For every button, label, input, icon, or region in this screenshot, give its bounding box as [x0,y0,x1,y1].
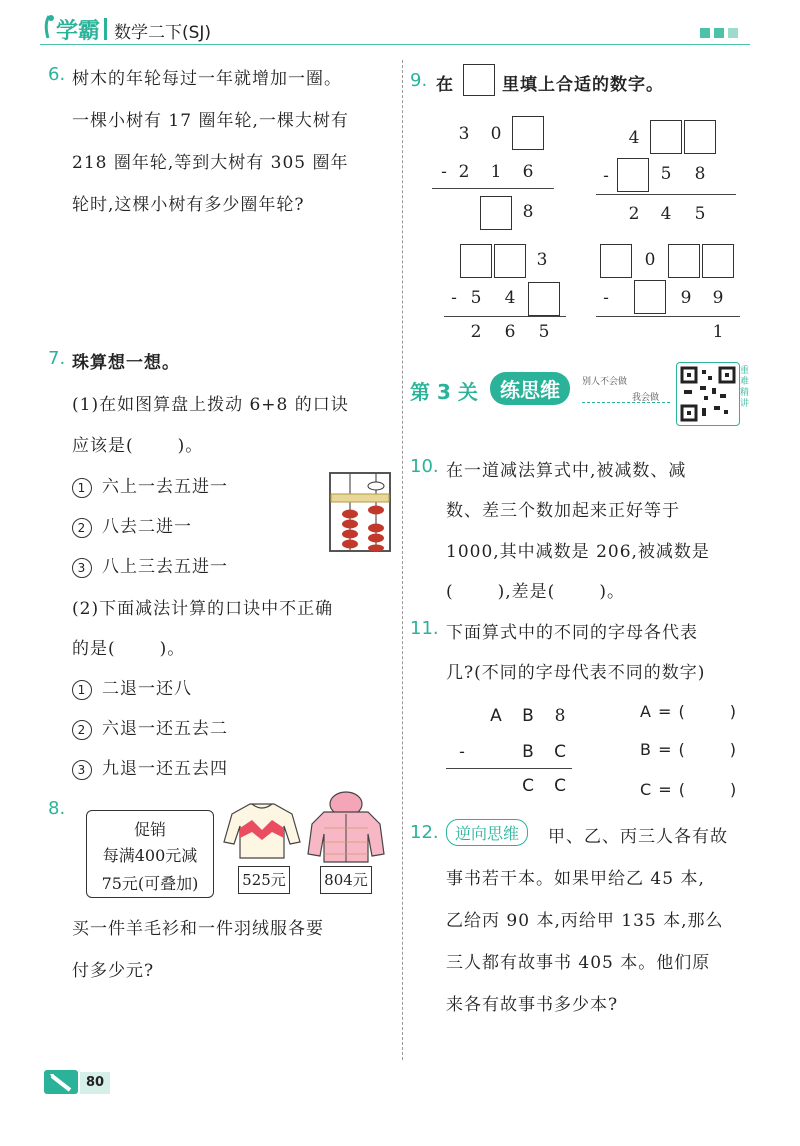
q8-question-line-1: 买一件羊毛衫和一件羽绒服各要 [72,919,324,939]
q9c-digit: 2 [470,322,482,342]
q9-title-b: 里填上合适的数字。 [502,75,664,95]
q10-line-3: 1000,其中减数是 206,被减数是 [446,542,710,562]
q9c-box[interactable] [494,244,526,278]
q9c-digit: 5 [470,288,482,308]
subject-title: 数学二下(SJ) [114,23,212,43]
promo-box [86,810,214,898]
q9d-digit: 9 [712,288,724,308]
q12-line-3: 乙给丙 90 本,丙给甲 135 本,那么 [446,911,724,931]
q9b-digit: 5 [660,164,672,184]
q9b-digit: 8 [694,164,706,184]
q9c-digit: 3 [536,250,548,270]
q11-letter: A [490,706,502,726]
qr-label: 重难精讲 [740,366,750,409]
header [0,0,800,52]
q7-part2-option-3: 3 九退一还五去四 [72,754,228,780]
header-squares-icon [700,28,750,38]
q9d-box[interactable] [702,244,734,278]
q9d-digit: 1 [712,322,724,342]
down-jacket-icon [306,790,386,864]
q12-line-1: 甲、乙、丙三人各有故 [548,827,728,847]
q9d-line [596,316,740,317]
sweater-price-tag: 525元 [238,866,290,894]
q11-letter: B [522,742,534,762]
header-divider [104,18,107,40]
q9a-minus: - [441,162,447,182]
brand-name: 学霸 [56,19,101,44]
section-tag-1: 别人不会做 [582,377,628,387]
q9d-digit: 9 [680,288,692,308]
column-divider [402,60,403,1060]
q9b-minus: - [603,166,609,186]
section-level: 第 3 关 [410,380,478,404]
q9b-digit: 4 [660,204,672,224]
footer-pencil-icon [44,1070,78,1094]
q7-part1-line2: 应该是( )。 [72,436,204,456]
q9a-box[interactable] [480,196,512,230]
q12-line-5: 来各有故事书多少本? [446,995,619,1015]
promo-line-2: 75元(可叠加) [101,874,199,893]
q7-part2-line1: (2)下面减法计算的口诀中不正确 [72,599,334,619]
q6-line-2: 一棵小树有 17 圈年轮,一棵大树有 [72,111,349,131]
q9a-box[interactable] [512,116,544,150]
q10-line-2: 数、差三个数加起来正好等于 [446,501,680,521]
q7-number: 7. [48,348,66,369]
header-rule [40,44,750,45]
q10-line-1: 在一道减法算式中,被减数、减 [446,461,687,481]
q9d-box[interactable] [600,244,632,278]
q10-number: 10. [410,456,439,477]
q11-minus: - [459,742,465,762]
q7-part1-option-2: 2 八去二进一 [72,512,192,538]
q7-part1-option-1: 1 六上一去五进一 [72,472,228,498]
q9-title-a: 在 [436,75,454,95]
q9c-digit: 6 [504,322,516,342]
jacket-price-tag: 804元 [320,866,372,894]
page-number: 80 [80,1072,110,1094]
q12-line-4: 三人都有故事书 405 本。他们原 [446,953,711,973]
q11-line-1: 下面算式中的不同的字母各代表 [446,623,698,643]
q11-letter: C [522,776,534,796]
q7-part2-option-2: 2 六退一还五去二 [72,714,228,740]
q9b-line [596,194,736,195]
q9a-line [432,188,554,189]
q9-number: 9. [410,70,428,91]
q9c-digit: 4 [504,288,516,308]
q9d-minus: - [603,288,609,308]
q11-digit: 8 [554,706,566,726]
q9a-digit: 2 [458,162,470,182]
q9a-digit: 1 [490,162,502,182]
q7-part2-line2: 的是( )。 [72,639,186,659]
promo-line-1: 每满400元减 [102,846,198,865]
q9c-line [444,316,566,317]
q9c-digit: 5 [538,322,550,342]
q9a-digit: 0 [490,124,502,144]
q9c-box[interactable] [460,244,492,278]
q11-answer-a: A = ( ) [640,702,738,721]
q11-letter: C [554,776,566,796]
q10-line-4: ( ),差是( )。 [446,582,625,602]
sweater-icon [222,798,302,862]
q11-line-2: 几?(不同的字母代表不同的数字) [446,663,706,683]
q7-part1-option-3: 3 八上三去五进一 [72,552,228,578]
q6-line-4: 轮时,这棵小树有多少圈年轮? [72,195,305,215]
q9d-box[interactable] [668,244,700,278]
qr-code-icon[interactable] [676,362,740,426]
promo-title: 促销 [133,820,166,839]
q9d-box[interactable] [634,280,666,314]
q9b-box[interactable] [650,120,682,154]
q9b-box[interactable] [684,120,716,154]
q9a-digit: 8 [522,202,534,222]
q9b-box[interactable] [617,158,649,192]
q9a-digit: 3 [458,124,470,144]
q9b-digit: 2 [628,204,640,224]
q9b-digit: 5 [694,204,706,224]
q9d-digit: 0 [644,250,656,270]
q12-number: 12. [410,822,439,843]
q6-number: 6. [48,64,66,85]
q11-number: 11. [410,618,439,639]
section-tag-2: 我会做 [632,393,660,403]
q7-part2-option-1: 1 二退一还八 [72,674,192,700]
section-title: 练思维 [490,372,570,405]
abacus-icon [328,470,392,554]
q8-question-line-2: 付多少元? [72,961,155,981]
q6-line-1: 树木的年轮每过一年就增加一圈。 [72,69,342,89]
q11-letter: C [554,742,566,762]
q12-tag: 逆向思维 [446,819,528,846]
q9c-minus: - [451,288,457,308]
q8-number: 8. [48,798,66,819]
q11-line [446,768,572,769]
q11-letter: B [522,706,534,726]
section-dotted-line [582,402,670,403]
q12-line-2: 事书若干本。如果甲给乙 45 本, [446,869,705,889]
q7-part1-line1: (1)在如图算盘上拨动 6+8 的口诀 [72,395,349,415]
q9-title-box [463,64,495,96]
q11-answer-c: C = ( ) [640,780,738,799]
q9c-box[interactable] [528,282,560,316]
q7-title: 珠算想一想。 [72,353,180,373]
q11-answer-b: B = ( ) [640,740,738,759]
q6-line-3: 218 圈年轮,等到大树有 305 圈年 [72,153,349,173]
q9a-digit: 6 [522,162,534,182]
q9b-digit: 4 [628,128,640,148]
